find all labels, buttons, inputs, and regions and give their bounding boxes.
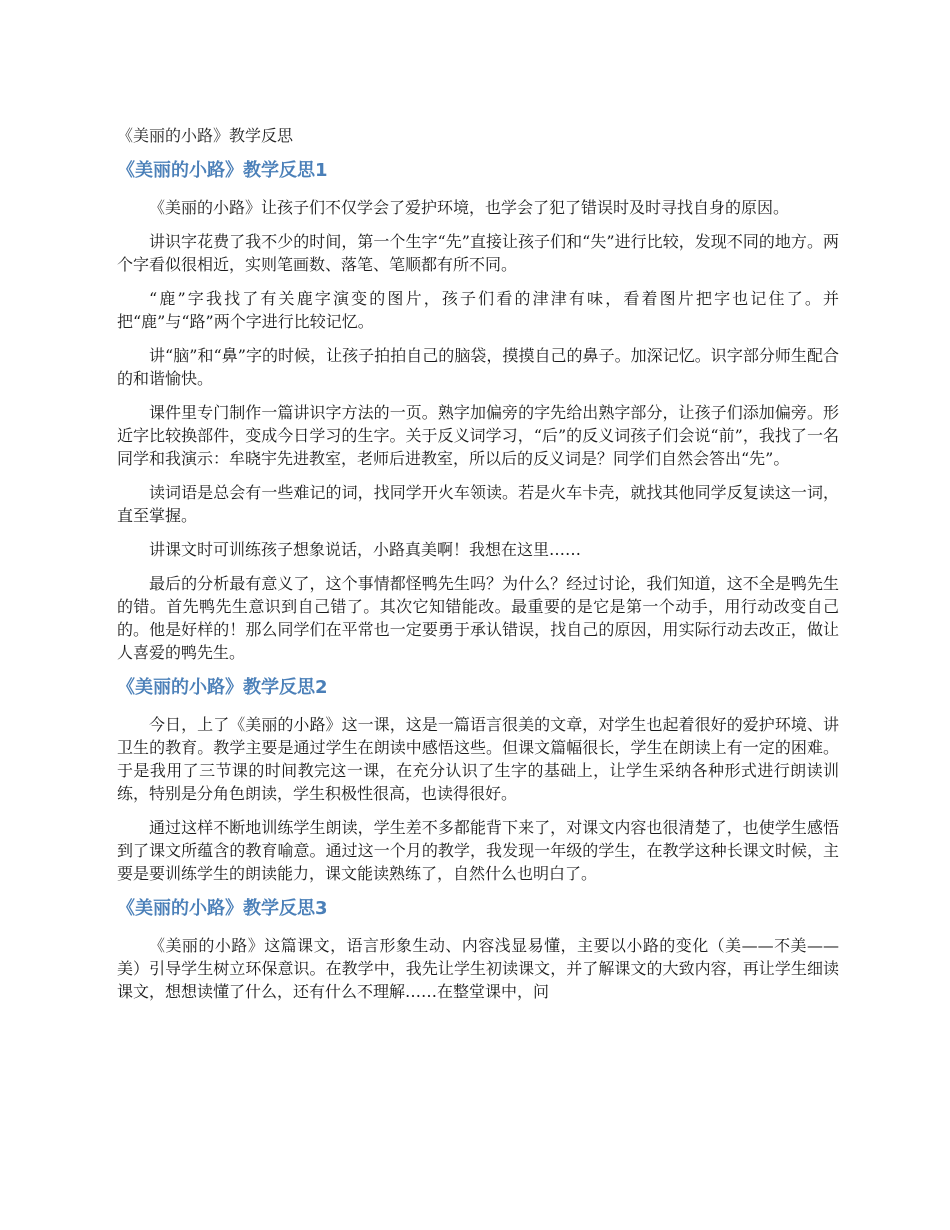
paragraph: 讲课文时可训练孩子想象说话，小路真美啊！我想在这里…… bbox=[149, 540, 582, 559]
document-title: 《美丽的小路》教学反思 bbox=[117, 126, 294, 145]
paragraph: 《美丽的小路》让孩子们不仅学会了爱护环境，也学会了犯了错误时及时寻找自身的原因。 bbox=[149, 198, 790, 217]
section-heading: 《美丽的小路》教学反思1 bbox=[117, 160, 328, 181]
paragraph: 讲“脑”和“鼻”字的时候，让孩子拍拍自己的脑袋，摸摸自己的鼻子。加深记忆。识字部分师生配合的和谐愉快。 bbox=[117, 346, 839, 388]
section-1 bbox=[117, 158, 839, 664]
document-page bbox=[117, 124, 839, 1014]
section-heading: 《美丽的小路》教学反思2 bbox=[117, 677, 328, 698]
section-2 bbox=[117, 675, 839, 885]
section-3 bbox=[117, 896, 839, 1003]
paragraph: 读词语是总会有一些难记的词，找同学开火车领读。若是火车卡壳，就找其他同学反复读这一词，直至掌握。 bbox=[117, 483, 839, 525]
paragraph: 通过这样不断地训练学生朗读，学生差不多都能背下来了，对课文内容也很清楚了，也使学生感悟到了课文所蕴含的教育喻意。通过这一个月的教学，我发现一年级的学生，在教学这种长课文时候，主要是要训练学生的朗读能力，课文能读熟练了，自然什么也明白了。 bbox=[117, 818, 839, 883]
paragraph: 课件里专门制作一篇讲识字方法的一页。熟字加偏旁的字先给出熟字部分，让孩子们添加偏旁。形近字比较换部件，变成今日学习的生字。关于反义词学习，“后”的反义词孩子们会说“前”，我找了一名同学和我演示：牟晓宇先进教室，老师后进教室，所以后的反义词是？同学们自然会答出“先”。 bbox=[117, 403, 839, 468]
paragraph: 讲识字花费了我不少的时间，第一个生字“先”直接让孩子们和“失”进行比较，发现不同的地方。两个字看似很相近，实则笔画数、落笔、笔顺都有所不同。 bbox=[117, 232, 839, 274]
paragraph: “鹿”字我找了有关鹿字演变的图片，孩子们看的津津有味，看着图片把字也记住了。并把“鹿”与“路”两个字进行比较记忆。 bbox=[117, 289, 839, 331]
paragraph: 《美丽的小路》这篇课文，语言形象生动、内容浅显易懂，主要以小路的变化（美——不美——美）引导学生树立环保意识。在教学中，我先让学生初读课文，并了解课文的大致内容，再让学生细读课文，想想读懂了什么，还有什么不理解……在整堂课中，问 bbox=[117, 936, 839, 1001]
paragraph: 最后的分析最有意义了，这个事情都怪鸭先生吗？为什么？经过讨论，我们知道，这不全是鸭先生的错。首先鸭先生意识到自己错了。其次它知错能改。最重要的是它是第一个动手，用行动改变自己的。他是好样的！那么同学们在平常也一定要勇于承认错误，找自己的原因，用实际行动去改正，做让人喜爱的鸭先生。 bbox=[117, 574, 839, 662]
paragraph: 今日，上了《美丽的小路》这一课，这是一篇语言很美的文章，对学生也起着很好的爱护环境、讲卫生的教育。教学主要是通过学生在朗读中感悟这些。但课文篇幅很长，学生在朗读上有一定的困难。于是我用了三节课的时间教完这一课，在充分认识了生字的基础上，让学生采纳各种形式进行朗读训练，特别是分角色朗读，学生积极性很高，也读得很好。 bbox=[117, 715, 839, 803]
section-heading: 《美丽的小路》教学反思3 bbox=[117, 898, 328, 919]
